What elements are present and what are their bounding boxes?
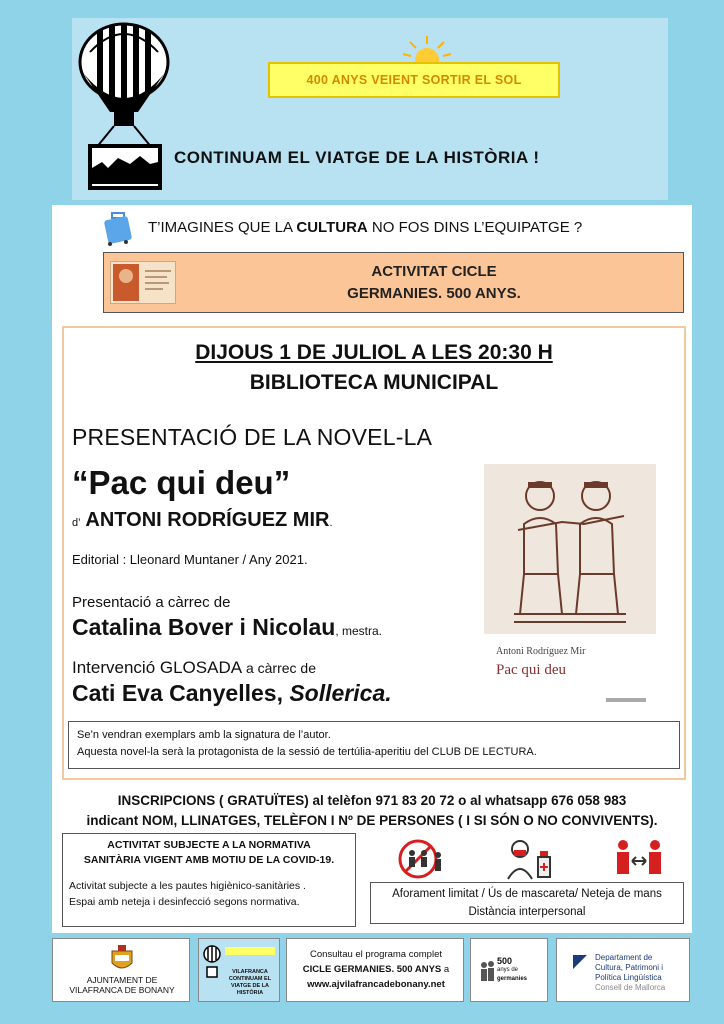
cycle-line-1: ACTIVITAT CICLE — [371, 263, 497, 280]
program-url[interactable] — [287, 977, 465, 992]
sun-icon — [402, 34, 452, 62]
ajuntament-name — [53, 975, 191, 995]
cover-author: Antoni Rodríguez Mir — [496, 646, 586, 657]
dept-line-1: Departament de — [595, 953, 653, 962]
note-box — [68, 721, 680, 769]
covid-rules-title-1: ACTIVITAT SUBJECTE A LA NORMATIVA — [107, 839, 311, 851]
glosada-label — [72, 658, 316, 678]
covid-icons — [392, 837, 682, 883]
viatge-text — [221, 969, 279, 997]
covid-rules-text — [69, 878, 349, 910]
glosada-alias: Sollerica. — [289, 680, 392, 706]
dept-line-2: Cultura, Patrimoni i — [595, 963, 664, 972]
viatge-line-2: CONTINUAM EL — [228, 976, 272, 982]
presenter-label: Presentació a càrrec de — [72, 594, 231, 611]
covid-rules-title — [69, 838, 349, 868]
glosada-label-small: a càrrec de — [242, 660, 317, 676]
germanies-line-3: germanies — [497, 976, 528, 982]
program-line-2-after: a — [441, 964, 450, 975]
note-line-1: Se’n vendran exemplars amb la signatura de l’autor. — [77, 729, 331, 741]
event-place: BIBLIOTECA MUNICIPAL — [249, 371, 499, 394]
consell-emblem-icon — [571, 953, 589, 971]
header-banner — [72, 18, 668, 200]
novel-title: “Pac qui deu” — [72, 464, 291, 501]
author-line — [72, 509, 333, 532]
cycle-box — [103, 252, 684, 313]
header-title: CONTINUAM EL VIATGE DE LA HISTÒRIA ! — [174, 148, 540, 167]
viatge-slogan-strip — [225, 947, 275, 955]
cycle-text — [194, 261, 674, 305]
hot-air-balloon-icon — [78, 22, 170, 198]
presenter-name: Catalina Bover i Nicolau — [72, 614, 336, 640]
no-crowds-icon — [396, 837, 446, 881]
covid-rules-title-2: SANITÀRIA VIGENT AMB MOTIU DE LA COVID-19. — [83, 854, 335, 866]
intro-after: NO FOS DINS L’EQUIPATGE ? — [367, 219, 583, 236]
consell-text — [595, 953, 665, 993]
glosada: Cati Eva Canyelles, Sollerica. — [72, 680, 392, 706]
measures-box — [370, 882, 684, 924]
presenter — [72, 614, 382, 641]
measures-line-1: Aforament limitat / Ús de mascareta/ Neteja de mans — [392, 888, 662, 900]
germanies-num: 500 — [497, 956, 513, 966]
dept-line-3: Política Lingüística — [595, 973, 662, 982]
slogan-box: 400 ANYS VEIENT SORTIR EL SOL — [268, 62, 560, 98]
germanies-logo-box — [470, 938, 548, 1002]
viatge-line-4: HISTÒRIA — [236, 990, 264, 996]
germanies-logo-text — [497, 957, 527, 984]
program-info-box — [286, 938, 464, 1002]
inscriptions — [52, 791, 692, 831]
covid-rules-box — [62, 833, 356, 927]
consell-logo-box — [556, 938, 690, 1002]
covid-rules-text-1: Activitat subjecte a les pautes higiènico-sanitàries . — [69, 880, 306, 892]
inscriptions-line-2: indicant NOM, LLINATGES, TELÈFON I Nº DE PERSONES ( I SI SÓN O NO CONVIVENTS). — [86, 813, 658, 828]
germanies-line-2: anys de — [497, 967, 519, 973]
program-line-1: Consultau el programa complet — [309, 949, 442, 960]
ajuntament-line-2: VILAFRANCA DE BONANY — [69, 985, 175, 995]
presentation-heading: PRESENTACIÓ DE LA NOVEL-LA — [72, 424, 433, 450]
book-cover-illustration — [484, 464, 656, 634]
note-line-2: Aquesta novel-la serà la protagonista de la sessió de tertúlia-aperitiu del CLUB DE LECTURA. — [77, 746, 537, 758]
publisher-mark — [606, 698, 646, 702]
main-panel — [52, 205, 692, 933]
coat-of-arms-icon — [109, 943, 135, 973]
intro-bold: CULTURA — [296, 219, 368, 236]
program-cycle: CICLE GERMANIES. 500 ANYS — [302, 964, 442, 975]
mask-hand-sanitizer-icon — [504, 837, 554, 881]
event-box — [62, 326, 686, 780]
suitcase-icon — [102, 211, 132, 247]
social-distance-icon — [614, 837, 664, 881]
footer-logos — [52, 938, 692, 1004]
cycle-line-2: GERMANIES. 500 ANYS. — [347, 285, 521, 302]
covid-rules-text-2: Espai amb neteja i desinfecció segons normativa. — [69, 896, 300, 908]
intro-before: T’IMAGINES QUE LA — [148, 219, 297, 236]
balloon-small-icon — [203, 945, 221, 979]
measures-line-2: Distància interpersonal — [468, 906, 586, 918]
presenter-role: , mestra. — [335, 624, 382, 638]
crowd-icon — [479, 959, 497, 983]
inscriptions-line-1: INSCRIPCIONS ( GRATUÏTES) al telèfon 971 83 20 72 o al whatsapp 676 058 983 — [117, 793, 627, 808]
program-line-2 — [287, 962, 465, 977]
author-suffix: . — [329, 517, 333, 529]
viatge-line-1: VILAFRANCA — [232, 969, 268, 975]
dept-line-4: Consell de Mallorca — [595, 983, 666, 992]
glosada-name: Cati Eva Canyelles — [72, 680, 277, 706]
viatge-logo-box — [198, 938, 280, 1002]
portrait-thumbnail — [110, 261, 176, 304]
cover-title: Pac qui deu — [496, 662, 566, 678]
portrait-icon — [111, 262, 175, 303]
event-date: DIJOUS 1 DE JULIOL A LES 20:30 H — [195, 341, 553, 364]
ajuntament-line-1: AJUNTAMENT DE — [86, 975, 158, 985]
glosada-label-main: Intervenció GLOSADA — [72, 658, 243, 677]
author-name: ANTONI RODRÍGUEZ MIR — [85, 509, 330, 531]
author-prefix: d’ — [72, 517, 81, 529]
program-info — [287, 947, 465, 992]
ajuntament-logo-box — [52, 938, 190, 1002]
editorial-info: Editorial : Lleonard Muntaner / Any 2021. — [72, 552, 308, 567]
viatge-line-3: VIATGE DE LA — [230, 983, 270, 989]
program-url-text[interactable]: www.ajvilafrancadebonany.net — [307, 979, 445, 990]
intro-question — [148, 219, 708, 236]
